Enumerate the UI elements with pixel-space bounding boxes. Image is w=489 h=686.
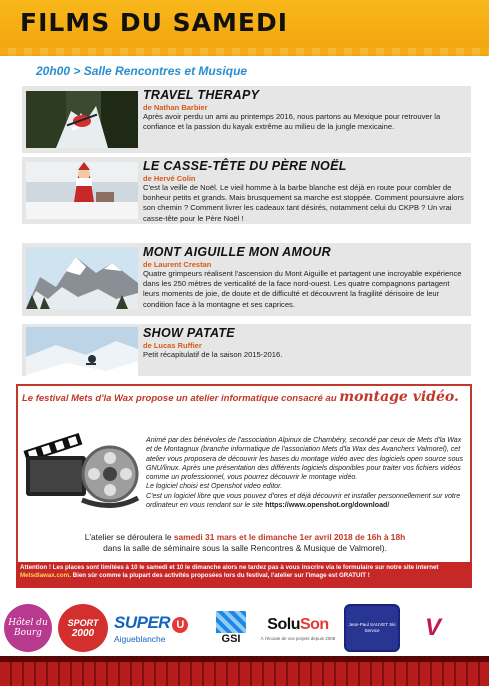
atelier-body-1: Animé par des bénévoles de l'association Alpinux de Chambéry, secondé par ceux de Mets d'la Wax et de Montagnux (branche informatique de l'association Mets d'la Wax des Avanchers Valmorel), cet atelier vous proposera de découvrir les bases du montage vidéo avec des logiciels open source sous GNU/linux. Après une présentation des différents logiciels disponibles pour traiter vos fichiers vidéos comme un professionnel, vous pourrez découvrir le montage vidéo.: [146, 436, 464, 482]
sport2000-logo: [58, 604, 108, 652]
film-description: Après avoir perdu un ami au printemps 2016, nous partons au Mexique pour retrouver la confiance et la passion du kayak extrême au milieu de la jungle mexicaine.: [143, 112, 441, 132]
film-author: de Nathan Barbier: [143, 103, 208, 112]
schedule-dates: samedi 31 mars et le dimanche 1er avril 2018 de 16h à 18h: [173, 532, 406, 542]
film-description: Petit récapitulatif de la saison 2015-2016.: [143, 350, 283, 359]
hotel-logo-text: Hôtel du Bourg: [8, 618, 48, 638]
film-description: C'est la veille de Noël. Le vieil homme à la barbe blanche est déjà en route pour combler de bonheur petits et grands. Mais brusquement sa marche est stoppée. Comment poursuivre alors son chemin ? Comment livrer les cadeaux tant désirés, notamment celui du CKPB ? Un vrai casse-tête pour le Père Noël !: [143, 183, 464, 223]
soluson-tagline: À l'écoute de vos projets depuis 2008: [260, 635, 336, 641]
notice-site-link[interactable]: Metsdlawax.com: [20, 572, 70, 579]
film-thumbnail-kayak: [26, 91, 138, 148]
atelier-box: [16, 384, 472, 588]
super-u-name: SUPER: [114, 612, 171, 632]
atelier-description: [146, 436, 468, 510]
super-u-logo: [114, 604, 194, 652]
gsi-logo: [214, 604, 248, 652]
film-title: SHOW PATATE: [143, 326, 235, 340]
film-author: de Lucas Ruffier: [143, 341, 202, 350]
schedule-location: dans la salle de séminaire sous la salle Rencontres & Musique de Valmorel).: [103, 543, 387, 553]
film-thumbnail-ski: [26, 327, 138, 389]
gsi-emblem-icon: [216, 611, 246, 633]
soluson-logo: [256, 604, 340, 652]
film-author: de Hervé Colin: [143, 174, 196, 183]
cinema-seats-decoration: [0, 656, 489, 686]
film-card-show-patate: [22, 324, 471, 376]
atelier-intro-highlight: montage vidéo.: [339, 389, 459, 405]
film-card-travel-therapy: [22, 86, 471, 153]
registration-notice: [16, 562, 472, 588]
film-thumbnail-pere-noel: [26, 162, 138, 219]
sport-logo-number: 2000: [71, 627, 95, 639]
atelier-intro-text: Le festival Mets d'la Wax propose un atelier informatique consacré au: [22, 393, 340, 404]
film-reel-icon: [22, 420, 140, 510]
gsi-text: GSI: [221, 633, 241, 645]
hotel-du-bourg-logo: [4, 604, 52, 652]
valmorel-logo: [408, 604, 458, 652]
header-stripe: [0, 48, 489, 56]
atelier-body-3: C'est un logiciel libre que vous pouvez d'ores et déjà découvrir et installer personnellement sur votre ordinateur en vous rendant sur le site: [146, 491, 461, 510]
super-u-wordmark: [114, 613, 188, 633]
section-title: 20h00 > Salle Rencontres et Musique: [36, 64, 248, 78]
notice-text-b: . Bien sûr comme la plupart des activités proposées lors du festival, l'atelier sur l'image est GRATUIT !: [69, 572, 370, 579]
film-title: TRAVEL THERAPY: [143, 88, 260, 102]
atelier-intro: [22, 389, 472, 405]
ski-service-logo: [344, 604, 400, 652]
film-description: Quatre grimpeurs réalisent l'ascension du Mont Aiguille et partagent une incroyable expérience dans les 250 mètres de verticalité de la face nord-ouest. Les quatre compagnons partagent leurs moments de joie, de doute et de difficulté et découvrent la fragilité dérisoire de leur condition face à la montagne et ses caprices.: [143, 269, 462, 309]
film-author: de Laurent Crestan: [143, 260, 212, 269]
atelier-body-2: Le logiciel choisi est Openshot video editor.: [146, 482, 283, 491]
soluson-name-b: Son: [299, 615, 329, 633]
schedule-intro: L'atelier se déroulera le: [84, 532, 174, 542]
valmorel-mark: V: [424, 614, 441, 641]
page-title: FILMS DU SAMEDI: [20, 8, 289, 37]
sponsors-bar: [0, 596, 489, 686]
film-thumbnail-mountain: [26, 247, 138, 309]
atelier-schedule: [26, 532, 464, 554]
film-title: MONT AIGUILLE MON AMOUR: [143, 245, 331, 259]
soluson-wordmark: [267, 616, 328, 634]
header-banner: [0, 0, 489, 56]
film-title: LE CASSE-TÊTE DU PÈRE NOËL: [143, 159, 347, 173]
film-card-mont-aiguille: [22, 243, 471, 316]
film-card-casse-tete: [22, 157, 471, 224]
notice-text-a: Attention ! Les places sont limitées à 10 le samedi et 10 le dimanche alors ne tardez pas à vous inscrire via le formulaire sur notre site internet: [20, 564, 439, 571]
u-icon: U: [172, 617, 188, 633]
ski-service-text: Jean-Paul SAUVET Ski Service: [348, 622, 396, 633]
openshot-link[interactable]: https://www.openshot.org/download/: [265, 501, 390, 510]
sport-logo-text: SPORT: [67, 617, 99, 628]
super-u-location: Aigueblanche: [114, 633, 166, 644]
soluson-name-a: Solu: [267, 615, 300, 633]
